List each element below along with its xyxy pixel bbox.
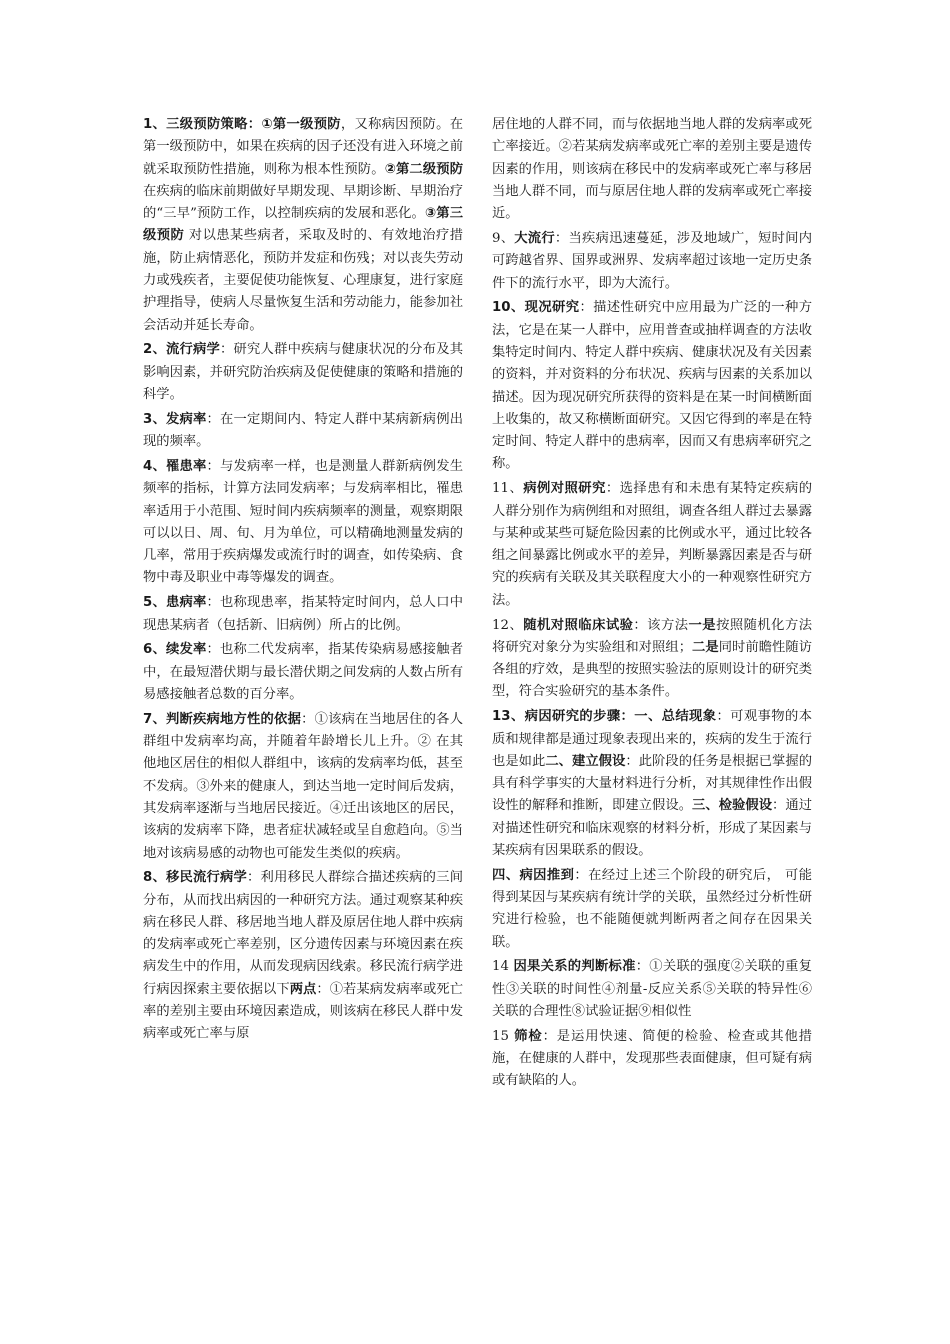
term-label: 两点	[289, 981, 317, 997]
paragraph	[143, 639, 463, 706]
right-column	[492, 114, 812, 1095]
term-label: 8、移民流行病学	[143, 870, 248, 886]
term-label: 二、建立假设	[545, 753, 626, 769]
body-text: 同时前瞻性随访各组的疗效，是典型的按照实验法的原则设计的研究类型，符合实验研究的基本条件。	[492, 639, 813, 700]
body-text: 在疾病的临床前期做好早期发现、早期诊断、早期治疗的“三早”预防工作，以控制疾病的发展和恶化。	[143, 183, 463, 222]
paragraph	[143, 592, 463, 637]
term-label: 四、病因推到	[492, 867, 575, 883]
body-text: ：描述性研究中应用最为广泛的一种方法，它是在某一人群中，应用普查或抽样调查的方法收集特定时间内、特定人群中疾病、健康状况及有关因素的资料，并对资料的分布状况、疾病与因素的关系加以描述。因为现况研究所获得的资料是在某一时间横断面上收集的，故又称横断面研究。又因它得到的率是在特定时间、特定人群中的患病率，因而又有患病率研究之称。	[492, 300, 812, 472]
body-text: 对以患某些病者，采取及时的、有效地治疗措施，防止病情恶化，预防并发症和伤残；对以丧失劳动力或残疾者，主要促使功能恢复、心理康复，进行家庭护理指导，使病人尽量恢复生活和劳动能力，能参加社会活动并延长寿命。	[143, 228, 463, 333]
term-label: 一是	[688, 617, 717, 633]
paragraph	[492, 615, 812, 704]
body-text: ：研究人群中疾病与健康状况的分布及其影响因素，并研究防治疾病及促使健康的策略和措施的科学。	[143, 342, 464, 403]
body-text: 9、	[492, 230, 515, 246]
paragraph	[143, 709, 463, 865]
term-label: 二是	[692, 639, 719, 655]
term-label: ③第三级预防	[143, 206, 463, 244]
term-label: 6、续发率	[143, 642, 207, 658]
paragraph	[143, 339, 463, 406]
paragraph	[492, 114, 812, 225]
term-label: 因果关系的判断标准	[513, 959, 636, 975]
paragraph	[143, 114, 463, 337]
term-label: 13、病因研究的步骤：一、总结现象	[492, 709, 717, 725]
term-label: 5、患病率	[143, 595, 207, 611]
body-text: ：①该病在当地居住的各人群组中发病率均高，并随着年龄增长儿上升。② 在其他地区居住的相似人群组中，该病的发病率均低，甚至不发病。③外来的健康人，到达当地一定时间后发病，其发病率逐渐与当地居民接近。④迁出该地区的居民，该病的发病率下降，患者症状减轻或呈自愈趋向。⑤当地对该病易感的动物也可能发生类似的疾病。	[143, 711, 463, 861]
paragraph	[492, 228, 812, 295]
body-text: ：该方法	[633, 617, 689, 633]
body-text: 11、	[492, 481, 524, 497]
paragraph	[143, 867, 463, 1045]
paragraph	[492, 297, 812, 475]
paragraph	[492, 706, 812, 862]
term-label: 7、判断疾病地方性的依据	[143, 711, 302, 727]
term-label: 随机对照临床试验	[523, 617, 634, 633]
term-label: 4、罹患率	[143, 458, 207, 474]
body-text: 15	[492, 1028, 515, 1044]
paragraph	[492, 478, 812, 612]
term-label: 筛检	[514, 1028, 543, 1044]
body-text: ：①关联的强度②关联的重复性③关联的时间性④剂量-反应关系⑤关联的特异性⑥关联的合理性⑧试验证据⑨相似性	[492, 959, 813, 1020]
body-text: ，又称病因预防。在第一级预防中，如果在疾病的因子还没有进入环境之前就采取预防性措施，则称为根本性预防。	[143, 117, 463, 177]
paragraph	[143, 409, 463, 454]
body-text: ：在一定期间内、特定人群中某病新病例出现的频率。	[143, 411, 463, 450]
paragraph	[492, 865, 812, 954]
body-text: ：可观事物的本质和规律都是通过现象表现出来的，疾病的发生于流行也是如此	[492, 709, 812, 769]
body-text: ：通过对描述性研究和临床观察的材料分析，形成了某因素与某疾病有因果联系的假设。	[492, 798, 813, 858]
paragraph	[492, 956, 812, 1023]
term-label: ①第一级预防	[261, 117, 341, 132]
body-text: ：当疾病迅速蔓延，涉及地域广，短时间内可跨越省界、国界或洲界、发病率超过该地一定历史条件下的流行水平，即为大流行。	[492, 230, 813, 291]
left-column	[143, 114, 463, 1048]
body-text: 居住地的人群不同，而与依据地当地人群的发病率或死亡率接近。②若某病发病率或死亡率的差别主要是遗传因素的作用，则该病在移民中的发病率或死亡率与移居当地人群不同，而与原居住地人群的发病率或死亡率接近。	[492, 117, 812, 222]
body-text: ：①若某病发病率或死亡率的差别主要由环境因素造成，则该病在移民人群中发病率或死亡率与原	[143, 981, 464, 1042]
body-text: 12、	[492, 617, 524, 633]
term-label: 病例对照研究	[523, 481, 606, 497]
term-label: 10、现况研究	[492, 300, 580, 316]
body-text: 按照随机化方法将研究对象分为实验组和对照组；	[492, 617, 813, 655]
term-label: 1、三级预防策略：	[143, 117, 262, 132]
body-text: ：此阶段的任务是根据已掌握的具有科学事实的大量材料进行分析，对其规律性作出假设性的解释和推断，即建立假设。	[492, 753, 813, 814]
body-text: ：是运用快速、简便的检验、检查或其他措施，在健康的人群中，发现那些表面健康，但可疑有病或有缺陷的人。	[492, 1028, 813, 1089]
term-label: 3、发病率	[143, 411, 207, 427]
body-text: ：选择患有和未患有某特定疾病的人群分别作为病例组和对照组，调查各组人群过去暴露与某种或某些可疑危险因素的比例或水平，通过比较各组之间暴露比例或水平的差异，判断暴露因素是否与研究的疾病有关联及其关联程度大小的一种观察性研究方法。	[492, 481, 813, 608]
body-text: 14	[492, 959, 514, 975]
body-text: ：与发病率一样，也是测量人群新病例发生频率的指标，计算方法同发病率；与发病率相比，罹患率适用于小范围、短时间内疾病频率的测量，观察期限可以以日、周、旬、月为单位，可以精确地测量发病的几率，常用于疾病爆发或流行时的调查，如传染病、食物中毒及职业中毒等爆发的调查。	[143, 458, 463, 586]
paragraph	[492, 1026, 812, 1093]
term-label: 三、检验假设	[692, 798, 773, 814]
body-text: ：在经过上述三个阶段的研究后， 可能得到某因与某疾病有统计学的关联，虽然经过分析性研究进行检验，也不能随便就判断两者之间存在因果关联。	[492, 867, 812, 950]
term-label: ②第二级预防	[384, 161, 463, 177]
paragraph	[143, 456, 463, 590]
body-text: ：利用移民人群综合描述疾病的三间分布，从而找出病因的一种研究方法。通过观察某种疾病在移民人群、移居地当地人群及原居住地人群中疾病的发病率或死亡率差别，区分遗传因素与环境因素在疾病发生中的作用，从而发现病因线索。移民流行病学进行病因探索主要依据以下	[143, 870, 463, 997]
term-label: 大流行	[514, 230, 555, 246]
term-label: 2、流行病学	[143, 342, 221, 358]
body-text: ：也称现患率，指某特定时间内，总人口中现患某病者（包括新、旧病例）所占的比例。	[143, 595, 463, 633]
body-text: ：也称二代发病率，指某传染病易感接触者中，在最短潜伏期与最长潜伏期之间发病的人数占所有易感接触者总数的百分率。	[143, 642, 463, 702]
